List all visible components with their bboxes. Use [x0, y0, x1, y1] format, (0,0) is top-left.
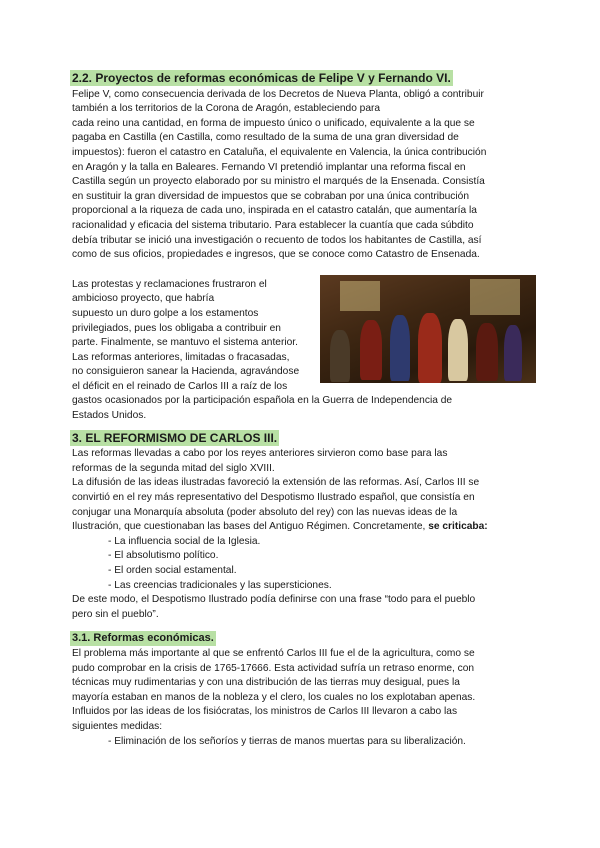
- paragraph-reformas-base: [72, 447, 532, 476]
- paragraph-line: ambicioso proyecto, que habría: [72, 293, 215, 305]
- paragraph-line: cada reino una cantidad, en forma de impuesto único o unificado, equivalente a la que se: [72, 117, 475, 129]
- paragraph-line: De este modo, el Despotismo Ilustrado podía definirse con una frase “todo para el pueblo: [72, 594, 476, 606]
- paragraph-ideas-ilustradas: [72, 476, 532, 534]
- list-item: - La influencia social de la Iglesia.: [108, 535, 532, 550]
- paragraph-line: parte. Finalmente, se mantuvo el sistema anterior.: [72, 337, 298, 349]
- paragraph-line: conjugar una Monarquía absoluta (poder absoluto del rey) con las nuevas ideas de la: [72, 506, 458, 518]
- paragraph-line: Castilla según un proyecto elaborado por su ministro el marqués de la Ensenada. Consistía: [72, 176, 485, 188]
- paragraph-line: El problema más importante al que se enfrentó Carlos III fue el de la agricultura, como se: [72, 647, 475, 659]
- paragraph-line: proporcional a la riqueza de cada uno, inspirada en el catastro catalán, que aumentaría la: [72, 205, 477, 217]
- paragraph-line: Ilustración, que cuestionaban las bases del Antiguo Régimen. Concretamente,: [72, 521, 429, 533]
- paragraph-line: debía tributar se inició una investigación o recuento de todos los habitantes de Castilla, así: [72, 234, 482, 246]
- paragraph-line: impuestos): fueron el catastro en Cataluña, el equivalente en Valencia, la única contribución: [72, 146, 487, 158]
- paragraph-felipe-fernando: [72, 88, 532, 263]
- list-item: - Eliminación de los señoríos y tierras de manos muertas para su liberalización.: [108, 735, 532, 750]
- measures-list: [72, 735, 532, 750]
- historical-painting-image: [320, 275, 536, 383]
- paragraph-despotismo: [72, 593, 532, 622]
- section-heading-3: 3. EL REFORMISMO DE CARLOS III.: [72, 430, 278, 445]
- paragraph-line: Influidos por las ideas de los fisiócratas, los ministros de Carlos III llevaron a cabo las: [72, 706, 458, 718]
- paragraph-line: Las protestas y reclamaciones frustraron el: [72, 278, 267, 290]
- paragraph-protestas: [72, 278, 308, 395]
- paragraph-line: como de sus oficios, propiedades e ingresos, que se conoce como Catastro de Ensenada.: [72, 249, 480, 261]
- paragraph-line: convirtió en el rey más representativo del Despotismo Ilustrado español, que consistía en: [72, 492, 475, 504]
- list-item: - El orden social estamental.: [108, 564, 532, 579]
- paragraph-line: pudo comprobar en la crisis de 1765-17666. Esta actividad sufría un retraso enorme, con: [72, 662, 475, 674]
- bold-phrase: se criticaba:: [428, 521, 488, 533]
- paragraph-line: pero sin el pueblo”.: [72, 608, 159, 620]
- paragraph-line: Las reformas anteriores, limitadas o fracasadas,: [72, 351, 290, 363]
- paragraph-line: mayoría estaban en manos de la nobleza y el clero, los cuales no los explotaban apenas.: [72, 691, 476, 703]
- paragraph-line: reformas de la segunda mitad del siglo XVIII.: [72, 462, 275, 474]
- list-item: - El absolutismo político.: [108, 549, 532, 564]
- paragraph-line: en Aragón y la talla en Baleares. Fernando VI pretendió implantar una reforma fiscal en: [72, 161, 466, 173]
- paragraph-line: el déficit en el reinado de Carlos III a raíz de los: [72, 380, 288, 392]
- criticism-list: [72, 535, 532, 593]
- paragraph-line: Las reformas llevadas a cabo por los reyes anteriores sirvieron como base para las: [72, 448, 448, 460]
- paragraph-line: La difusión de las ideas ilustradas favoreció la extensión de las reformas. Así, Carlos III se: [72, 477, 480, 489]
- paragraph-line: técnicas muy rudimentarias y con una distribución de las tierras muy desigual, pues la: [72, 677, 460, 689]
- paragraph-line: racionalidad y eficacia del sistema tributario. Para establecer la cuantía que cada súbdito: [72, 219, 474, 231]
- paragraph-line: también a los territorios de la Corona de Aragón, estableciendo para: [72, 103, 381, 115]
- paragraph-line: gastos ocasionados por la participación española en la Guerra de Independencia de: [72, 395, 453, 407]
- paragraph-agricultura: [72, 647, 532, 735]
- paragraph-line: supuesto un duro golpe a los estamentos: [72, 307, 259, 319]
- paragraph-protestas-cont: [72, 394, 532, 423]
- paragraph-line: pagaba en Castilla (en Castilla, como resultado de la suma de una gran diversidad de: [72, 132, 459, 144]
- paragraph-line: privilegiados, pues los obligaba a contribuir en: [72, 322, 281, 334]
- section-heading-2-2: 2.2. Proyectos de reformas económicas de Felipe V y Fernando VI.: [72, 71, 451, 85]
- section-heading-3-1: 3.1. Reformas económicas.: [72, 632, 214, 645]
- paragraph-line: en sustituir la gran diversidad de impuestos que se cobraban por una única contribución: [72, 190, 469, 202]
- list-item: - Las creencias tradicionales y las supersticiones.: [108, 579, 532, 594]
- paragraph-line: no consiguieron sanear la Hacienda, agravándose: [72, 366, 300, 378]
- paragraph-line: Felipe V, como consecuencia derivada de los Decretos de Nueva Planta, obligó a contribuir: [72, 88, 484, 100]
- paragraph-line: siguientes medidas:: [72, 720, 163, 732]
- document-page: [72, 70, 532, 749]
- paragraph-line: Estados Unidos.: [72, 410, 147, 422]
